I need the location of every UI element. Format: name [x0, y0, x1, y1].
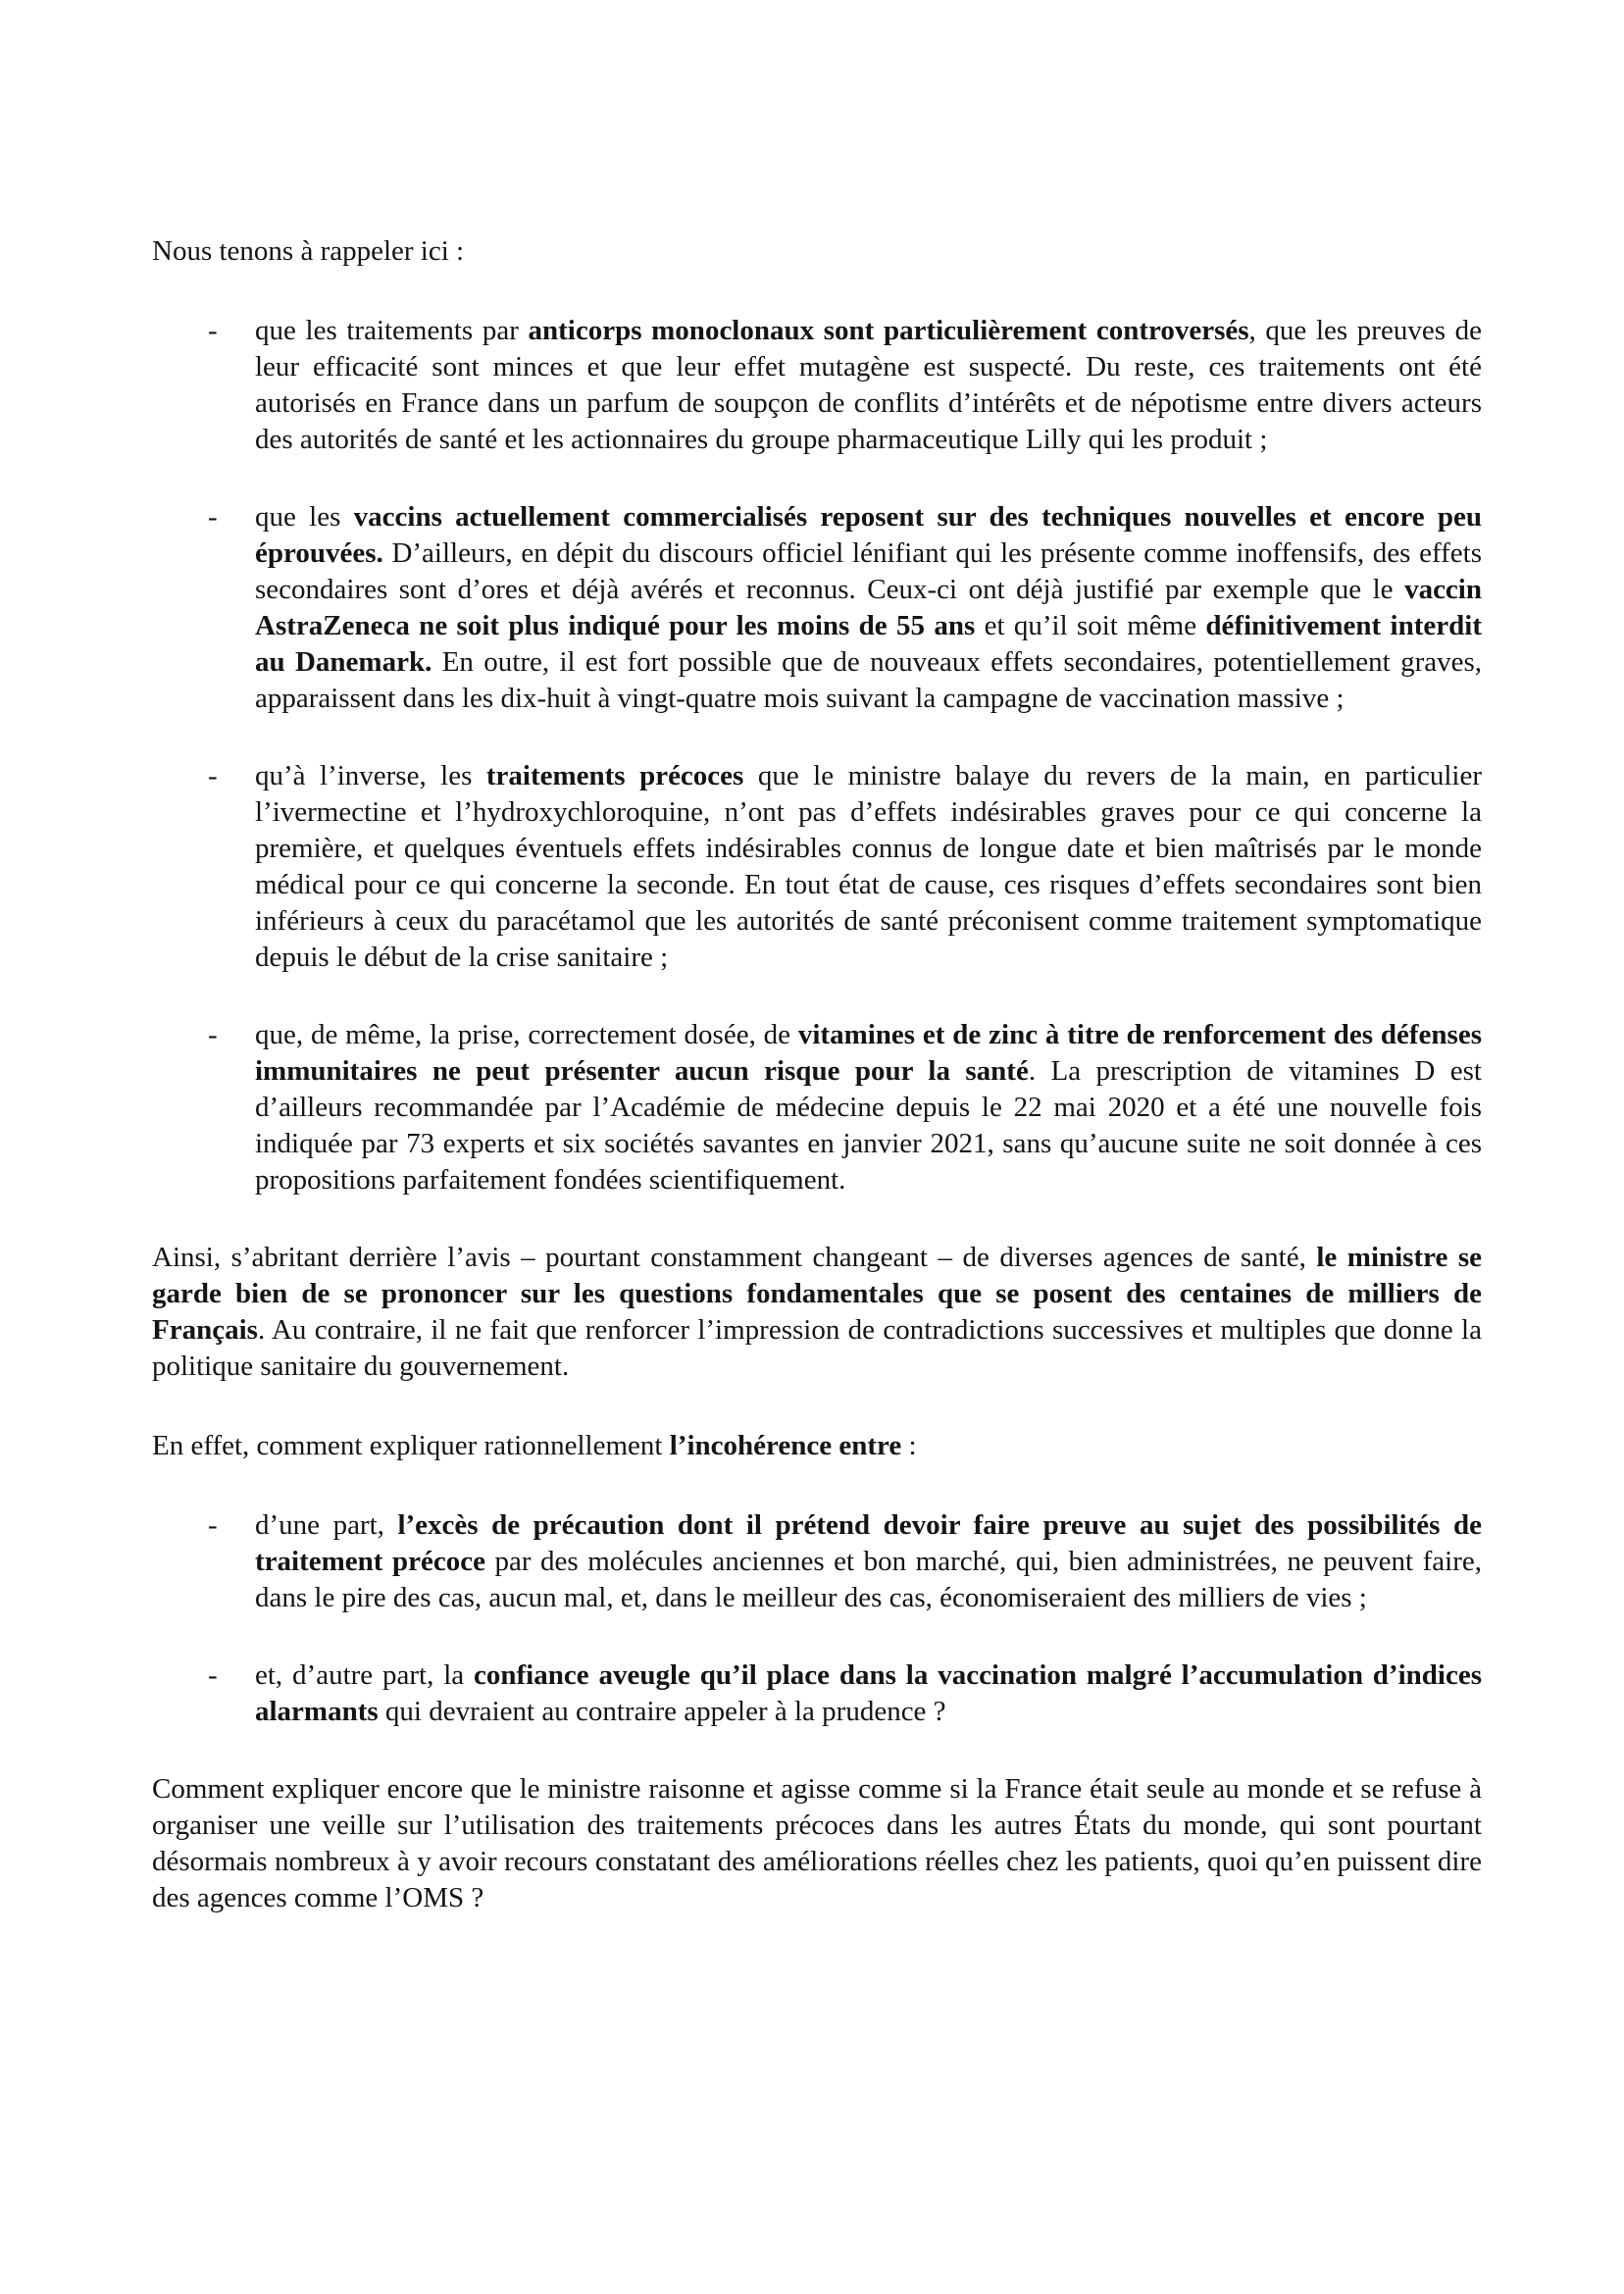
bullet-dash-marker: - [208, 1659, 218, 1691]
bullet-text: et, d’autre part, la confiance aveugle qu’il place dans la vaccination malgré l’accumulation d’indices alarmants qui devraient au contraire appeler à la prudence ? [255, 1659, 1482, 1727]
bullet-dash-marker: - [208, 315, 218, 346]
bullet-confiance-aveugle [152, 1657, 1482, 1730]
bullet-text: que les vaccins actuellement commercialisés reposent sur des techniques nouvelles et encore peu éprouvées. D’ailleurs, en dépit du discours officiel lénifiant qui les présente comme inoffensifs, des effets secondaires sont d’ores et déjà avérés et reconnus. Ceux-ci ont déjà justifié par exemple que le vaccin AstraZeneca ne soit plus indiqué pour les moins de 55 ans et qu’il soit même définitivement interdit au Danemark. En outre, il est fort possible que de nouveaux effets secondaires, potentiellement graves, apparaissent dans les dix-huit à vingt-quatre mois suivant la campagne de vaccination massive ; [255, 501, 1483, 714]
paragraph-ainsi: Ainsi, s’abritant derrière l’avis – pourtant constamment changeant – de diverses agences de santé, le ministre se garde bien de se prononcer sur les questions fondamentales que se posent des centaines de milliers de Français. Au contraire, il ne fait que renforcer l’impression de contradictions successives et multiples que donne la politique sanitaire du gouvernement. [152, 1242, 1483, 1382]
paragraph-comment-expliquer: Comment expliquer encore que le ministre raisonne et agisse comme si la France était seule au monde et se refuse à organiser une veille sur l’utilisation des traitements précoces dans les autres États du monde, qui sont pourtant désormais nombreux à y avoir recours constatant des améliorations réelles chez les patients, quoi qu’en puissent dire des agences comme l’OMS ? [152, 1773, 1482, 1913]
bullet-exces-precaution [152, 1507, 1482, 1616]
bullet-text: que, de même, la prise, correctement dosée, de vitamines et de zinc à titre de renforcement des défenses immunitaires ne peut présenter aucun risque pour la santé. La prescription de vitamines D est d’ailleurs recommandée par l’Académie de médecine depuis le 22 mai 2020 et a été une nouvelle fois indiquée par 73 experts et six sociétés savantes en janvier 2021, sans qu’aucune suite ne soit donnée à ces propositions parfaitement fondées scientifiquement. [255, 1019, 1482, 1196]
bullet-list-incoherence [152, 1507, 1482, 1730]
bullet-dash-marker: - [208, 760, 218, 791]
bullet-text: d’une part, l’excès de précaution dont il prétend devoir faire preuve au sujet des possibilités de traitement précoce par des molécules anciennes et bon marché, qui, bien administrées, ne peuvent faire, dans le pire des cas, aucun mal, et, dans le meilleur des cas, économiseraient des milliers de vies ; [255, 1509, 1482, 1613]
bullet-vaccins-commercialises [152, 499, 1482, 717]
intro-paragraph: Nous tenons à rappeler ici : [152, 235, 465, 267]
bullet-vitamines-zinc [152, 1017, 1482, 1198]
paragraph-en-effet: En effet, comment expliquer rationnellement l’incohérence entre : [152, 1430, 917, 1461]
document-content [152, 233, 1482, 1960]
bullet-dash-marker: - [208, 1509, 218, 1541]
bullet-list-rappel [152, 313, 1482, 1198]
bullet-traitements-precoces [152, 758, 1482, 976]
bullet-dash-marker: - [208, 501, 218, 533]
bullet-text: que les traitements par anticorps monoclonaux sont particulièrement controversés, que les preuves de leur efficacité sont minces et que leur effet mutagène est suspecté. Du reste, ces traitements ont été autorisés en France dans un parfum de soupçon de conflits d’intérêts et de népotisme entre divers acteurs des autorités de santé et les actionnaires du groupe pharmaceutique Lilly qui les produit ; [255, 315, 1482, 455]
bullet-text: qu’à l’inverse, les traitements précoces que le ministre balaye du revers de la main, en particulier l’ivermectine et l’hydroxychloroquine, n’ont pas d’effets indésirables graves pour ce qui concerne la première, et quelques éventuels effets indésirables connus de longue date et bien maîtrisés par le monde médical pour ce qui concerne la seconde. En tout état de cause, ces risques d’effets secondaires sont bien inférieurs à ceux du paracétamol que les autorités de santé préconisent comme traitement symptomatique depuis le début de la crise sanitaire ; [255, 760, 1482, 973]
bullet-anticorps-monoclonaux [152, 313, 1482, 458]
bullet-dash-marker: - [208, 1019, 218, 1050]
